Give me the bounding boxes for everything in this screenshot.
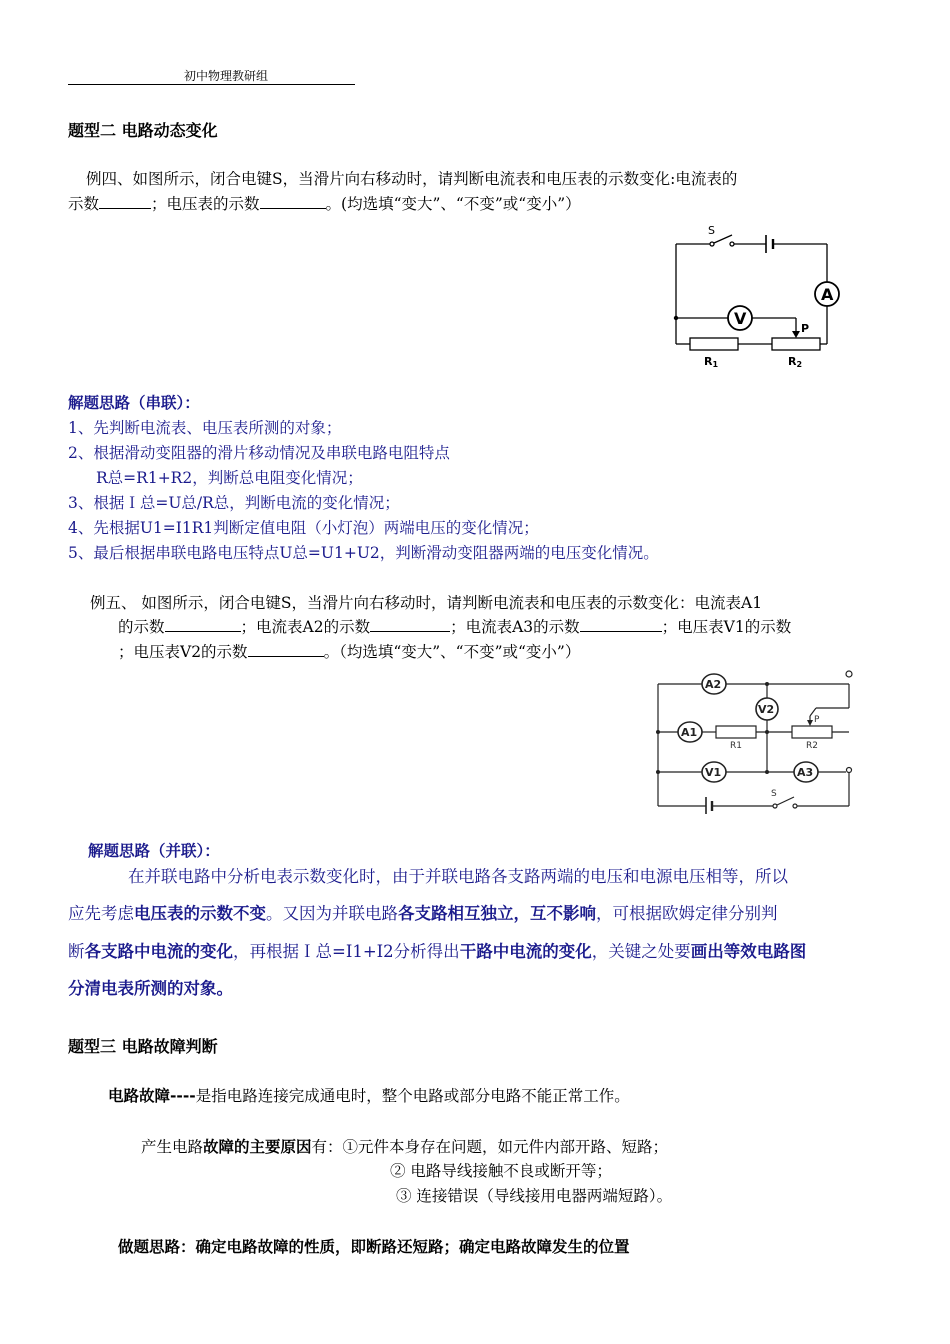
r1-label: R1 (730, 741, 742, 751)
series-method-title: 解题思路（串联）： (68, 394, 200, 412)
voltmeter-label: V (734, 309, 747, 328)
fault-cause-2: ② 电路导线接触不良或断开等； (390, 1162, 612, 1180)
svg-text:A2: A2 (705, 678, 722, 691)
header-text: 初中物理教研组 (184, 69, 269, 83)
switch-label: S (771, 789, 777, 799)
example4-line1: 例四、如图所示，闭合电键S，当滑片向右移动时，请判断电流表和电压表的示数变化:电流表的 (86, 170, 738, 188)
parallel-paragraph-line: 应先考虑电压表的示数不变。又因为并联电路各支路相互独立，互不影响，可根据欧姆定律分别判 (68, 904, 778, 923)
parallel-paragraph-line: 分清电表所测的对象。 (68, 979, 233, 998)
example5-line2: 的示数 ；电流表A2的示数 ；电流表A3的示数 ；电压表V1的示数 (118, 618, 792, 636)
series-step: 2、根据滑动变阻器的滑片移动情况及串联电路电阻特点 (68, 444, 450, 462)
svg-text:V1: V1 (705, 766, 722, 779)
ammeter-label: A (821, 285, 834, 304)
series-step: R总=R1+R2，判断总电阻变化情况； (96, 469, 363, 487)
parallel-paragraph-line: 断各支路中电流的变化，再根据Ｉ总=I1+I2分析得出干路中电流的变化，关键之处要画出等效电路图 (68, 942, 807, 961)
example5-line1: 例五、 如图所示，闭合电键S，当滑片向右移动时，请判断电流表和电压表的示数变化：电流表A1 (90, 594, 763, 612)
page-header (68, 66, 355, 85)
r2-label: R2 (806, 741, 818, 751)
example4-line2: 示数 ；电压表的示数 。(均选填“变大”、“不变”或“变小”） (68, 195, 581, 213)
answer-blank[interactable] (165, 617, 241, 632)
series-step: 4、先根据U1=I1R1判断定值电阻（小灯泡）两端电压的变化情况； (68, 519, 539, 537)
example5-line3: ；电压表V2的示数 。（均选填“变大”、“不变”或“变小”） (118, 643, 581, 661)
fault-definition: 电路故障----是指电路连接完成通电时，整个电路或部分电路不能正常工作。 (108, 1087, 630, 1105)
svg-text:V2: V2 (758, 703, 775, 716)
section-title-2: 题型二 电路动态变化 (68, 121, 218, 140)
parallel-circuit-diagram (650, 664, 862, 814)
parallel-paragraph-line: 在并联电路中分析电表示数变化时，由于并联电路各支路两端的电压和电源电压相等，所以 (128, 867, 788, 886)
parallel-method-title: 解题思路（并联）： (88, 842, 220, 860)
fault-cause-3: ③ 连接错误（导线接用电器两端短路）。 (396, 1187, 673, 1205)
answer-blank[interactable] (370, 617, 450, 632)
svg-text:A1: A1 (681, 726, 698, 739)
switch-label: S (708, 224, 715, 237)
slider-label: P (814, 715, 820, 725)
series-step: 5、最后根据串联电路电压特点U总=U1+U2，判断滑动变阻器两端的电压变化情况。 (68, 544, 659, 562)
r1-label: R1 (704, 355, 719, 369)
answer-blank[interactable] (99, 194, 151, 209)
series-step: 1、先判断电流表、电压表所测的对象； (68, 419, 342, 437)
answer-blank[interactable] (580, 617, 662, 632)
fault-cause-1: 产生电路故障的主要原因有：①元件本身存在问题，如元件内部开路、短路； (141, 1138, 669, 1156)
solving-method: 做题思路：确定电路故障的性质，即断路还短路；确定电路故障发生的位置 (118, 1238, 630, 1256)
series-step: 3、根据Ｉ总=U总/R总，判断电流的变化情况； (68, 494, 400, 512)
answer-blank[interactable] (248, 642, 324, 657)
series-circuit-diagram (660, 222, 850, 372)
answer-blank[interactable] (260, 194, 326, 209)
svg-text:A3: A3 (797, 766, 814, 779)
r2-label: R2 (788, 355, 803, 369)
section-title-3: 题型三 电路故障判断 (68, 1037, 218, 1056)
slider-label: P (801, 322, 810, 335)
